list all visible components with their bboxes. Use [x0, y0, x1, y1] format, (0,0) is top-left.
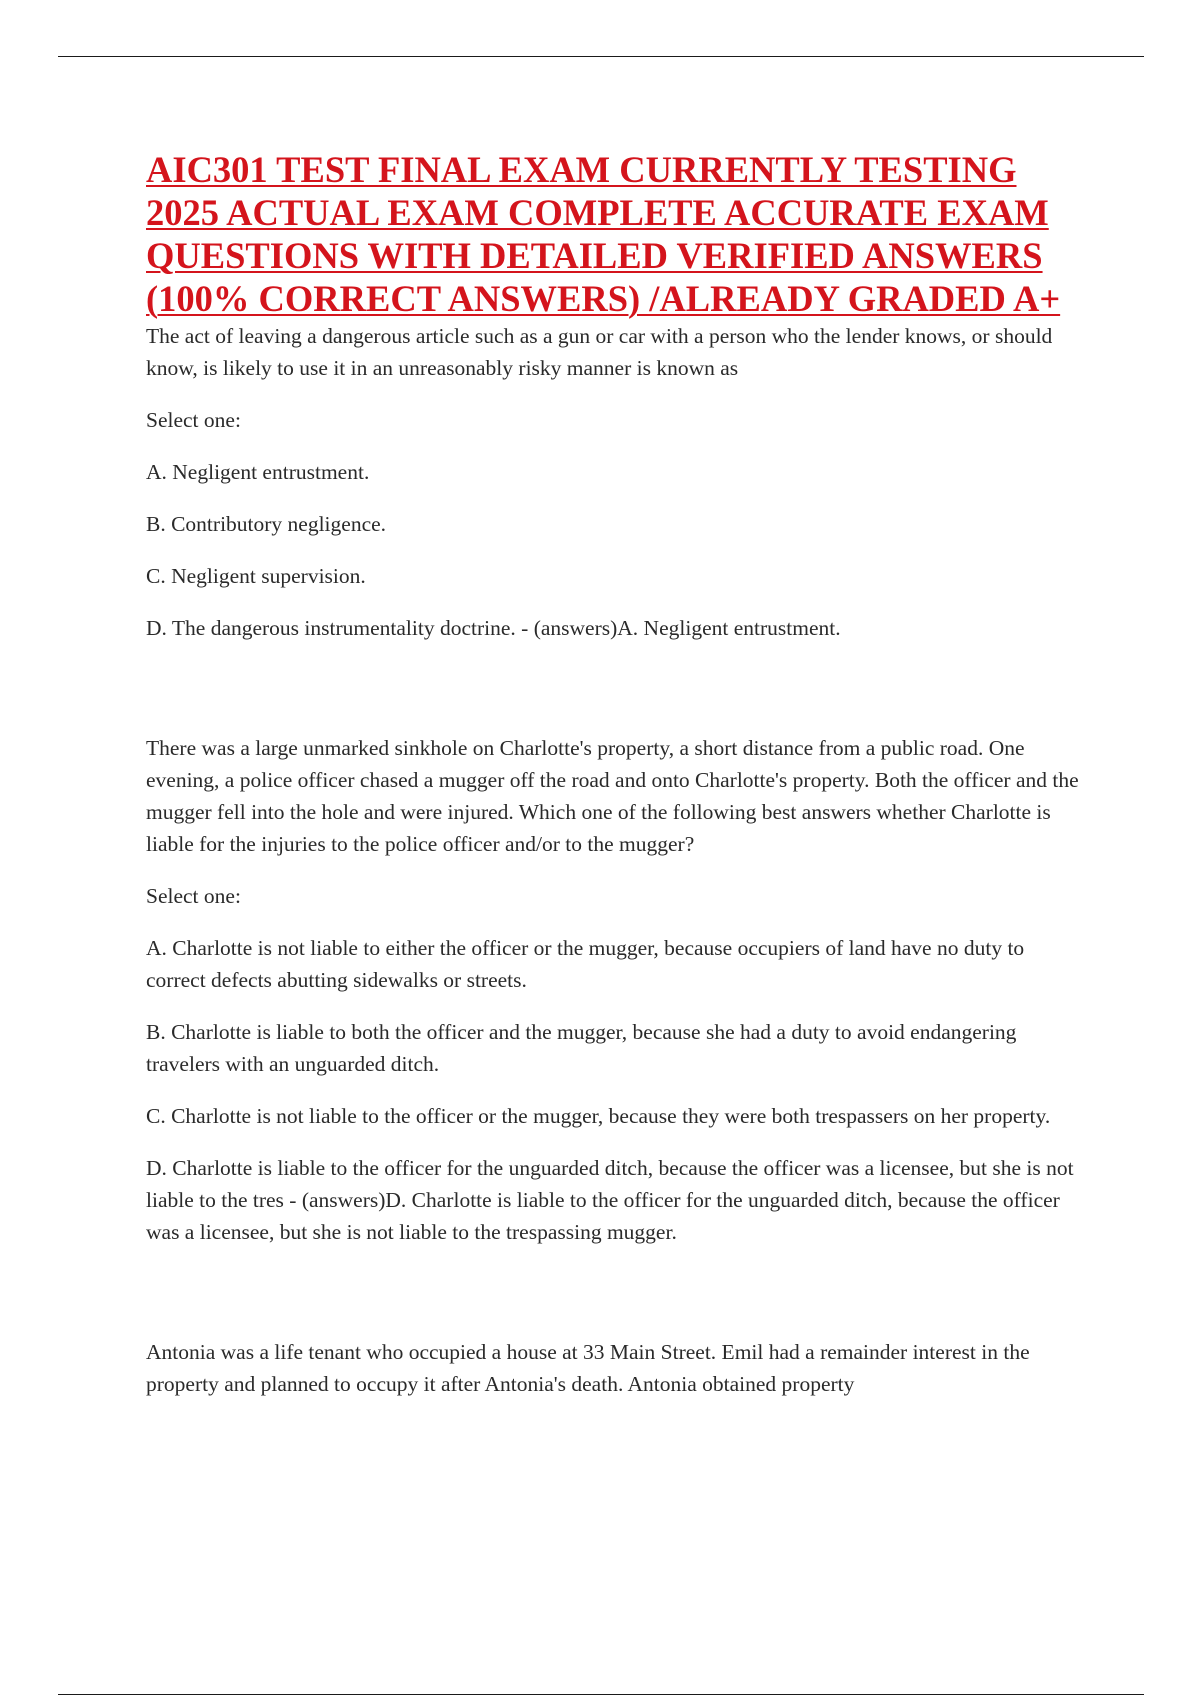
- question-2: [146, 732, 1086, 1248]
- spacer: [146, 1248, 1086, 1316]
- footer-rule: [58, 1694, 1144, 1695]
- question-1: [146, 320, 1086, 644]
- answer-option-d: D. Charlotte is liable to the officer for the unguarded ditch, because the officer was a licensee, but she is not liable to the tres - (answers)D. Charlotte is liable to the officer for the unguarded ditch, because the officer was a licensee, but she is not liable to the trespassing mugger.: [146, 1156, 1074, 1244]
- question-stem: Antonia was a life tenant who occupied a house at 33 Main Street. Emil had a remainder interest in the property and planned to occupy it after Antonia's death. Antonia obtained property: [146, 1340, 1030, 1396]
- document-page: [146, 148, 1086, 1400]
- spacer: [146, 644, 1086, 712]
- select-one-label: Select one:: [146, 884, 241, 908]
- question-stem: The act of leaving a dangerous article such as a gun or car with a person who the lender knows, or should know, is likely to use it in an unreasonably risky manner is known as: [146, 324, 1053, 380]
- answer-option-d: D. The dangerous instrumentality doctrine. - (answers)A. Negligent entrustment.: [146, 616, 841, 640]
- answer-option-b: B. Contributory negligence.: [146, 512, 387, 536]
- title-line: QUESTIONS WITH DETAILED VERIFIED ANSWERS: [146, 235, 1043, 276]
- header-rule: [58, 56, 1144, 57]
- document-title: [146, 148, 1086, 320]
- question-3: [146, 1336, 1086, 1400]
- answer-option-c: C. Negligent supervision.: [146, 564, 366, 588]
- select-one-label: Select one:: [146, 408, 241, 432]
- question-stem: There was a large unmarked sinkhole on Charlotte's property, a short distance from a public road. One evening, a police officer chased a mugger off the road and onto Charlotte's property. Both the officer and the mugger fell into the hole and were injured. Which one of the following best answers whether Charlotte is liable for the injuries to the police officer and/or to the mugger?: [146, 736, 1079, 856]
- title-line: 2025 ACTUAL EXAM COMPLETE ACCURATE EXAM: [146, 192, 1049, 233]
- title-line: AIC301 TEST FINAL EXAM CURRENTLY TESTING: [146, 149, 1017, 190]
- title-line: (100% CORRECT ANSWERS) /ALREADY GRADED A+: [146, 278, 1061, 319]
- answer-option-c: C. Charlotte is not liable to the officer or the mugger, because they were both trespassers on her property.: [146, 1104, 1051, 1128]
- answer-option-a: A. Negligent entrustment.: [146, 460, 370, 484]
- answer-option-a: A. Charlotte is not liable to either the officer or the mugger, because occupiers of land have no duty to correct defects abutting sidewalks or streets.: [146, 936, 1025, 992]
- answer-option-b: B. Charlotte is liable to both the officer and the mugger, because she had a duty to avoid endangering travelers with an unguarded ditch.: [146, 1020, 1017, 1076]
